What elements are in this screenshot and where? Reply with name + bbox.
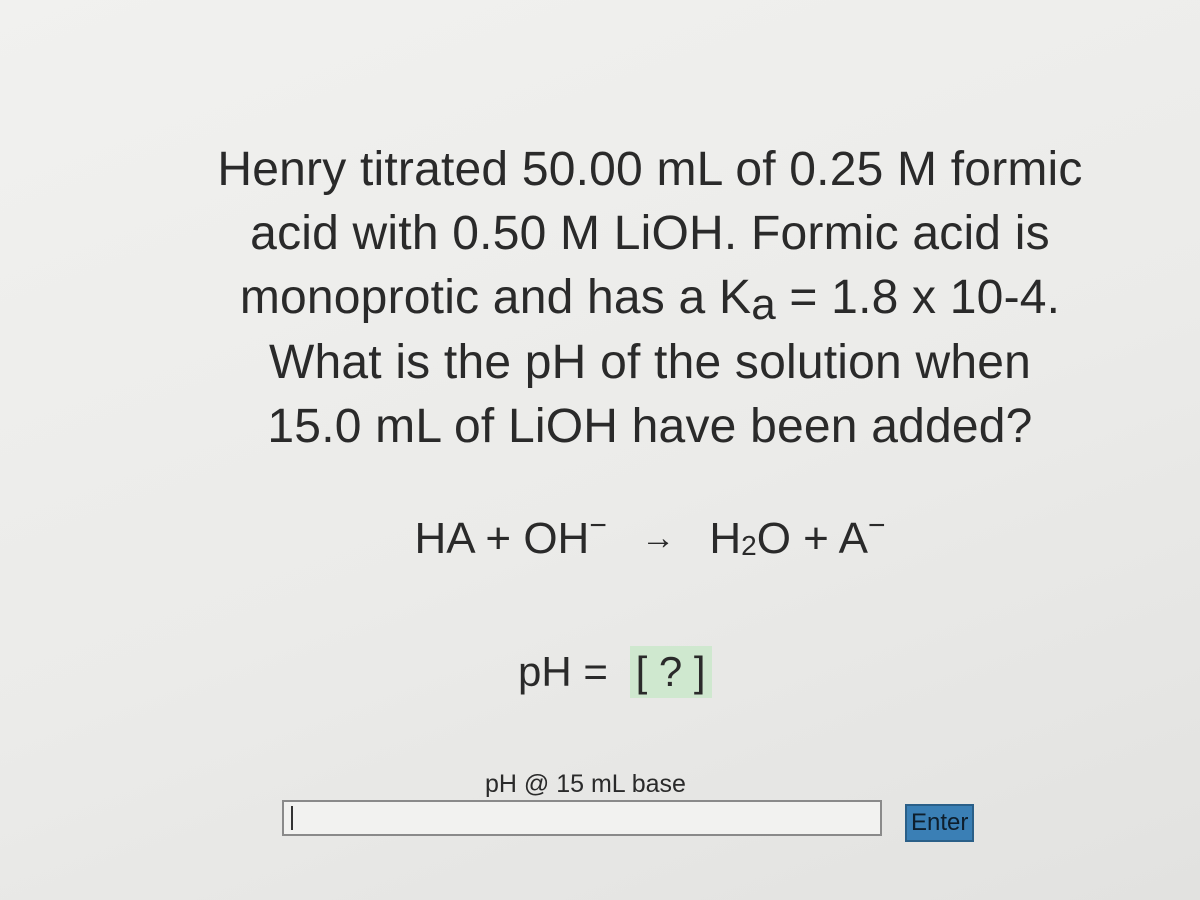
question-line-1: Henry titrated 50.00 mL of 0.25 M formic (217, 143, 1083, 196)
text-cursor (291, 806, 293, 830)
question-line-5: 15.0 mL of LiOH have been added? (267, 400, 1033, 453)
answer-placeholder: [ ? ] (630, 646, 712, 698)
question-line-3-prefix: monoprotic and has a K (239, 271, 752, 324)
water-o: O (756, 514, 791, 563)
plus-sign: + (485, 514, 512, 563)
question-line-3 (100, 266, 1200, 331)
answer-prompt (518, 646, 712, 698)
reactant-ha: HA (414, 514, 474, 563)
question-line-3-suffix: = 1.8 x 10-4. (775, 271, 1061, 324)
hydroxide-text: OH (523, 514, 590, 563)
reactant-hydroxide (523, 509, 607, 563)
plus-sign-2: + (803, 514, 829, 563)
ka-subscript: a (751, 280, 776, 329)
conjugate-base-text: A (838, 514, 869, 563)
answer-label: pH = (518, 648, 620, 695)
reaction-arrow-icon: → (641, 519, 676, 557)
answer-input[interactable] (282, 800, 882, 836)
product-conjugate-base (838, 509, 886, 563)
hydroxide-charge: − (589, 509, 607, 542)
reaction-equation (0, 498, 1200, 572)
question-line-2: acid with 0.50 M LiOH. Formic acid is (250, 207, 1050, 260)
question-text (100, 138, 1200, 459)
input-label: pH @ 15 mL base (485, 770, 686, 798)
water-h: H (709, 514, 742, 563)
water-subscript: 2 (741, 530, 757, 561)
conjugate-base-charge: − (868, 509, 886, 542)
product-water (709, 514, 791, 563)
question-line-4: What is the pH of the solution when (268, 336, 1032, 389)
enter-button[interactable]: Enter (905, 804, 974, 842)
